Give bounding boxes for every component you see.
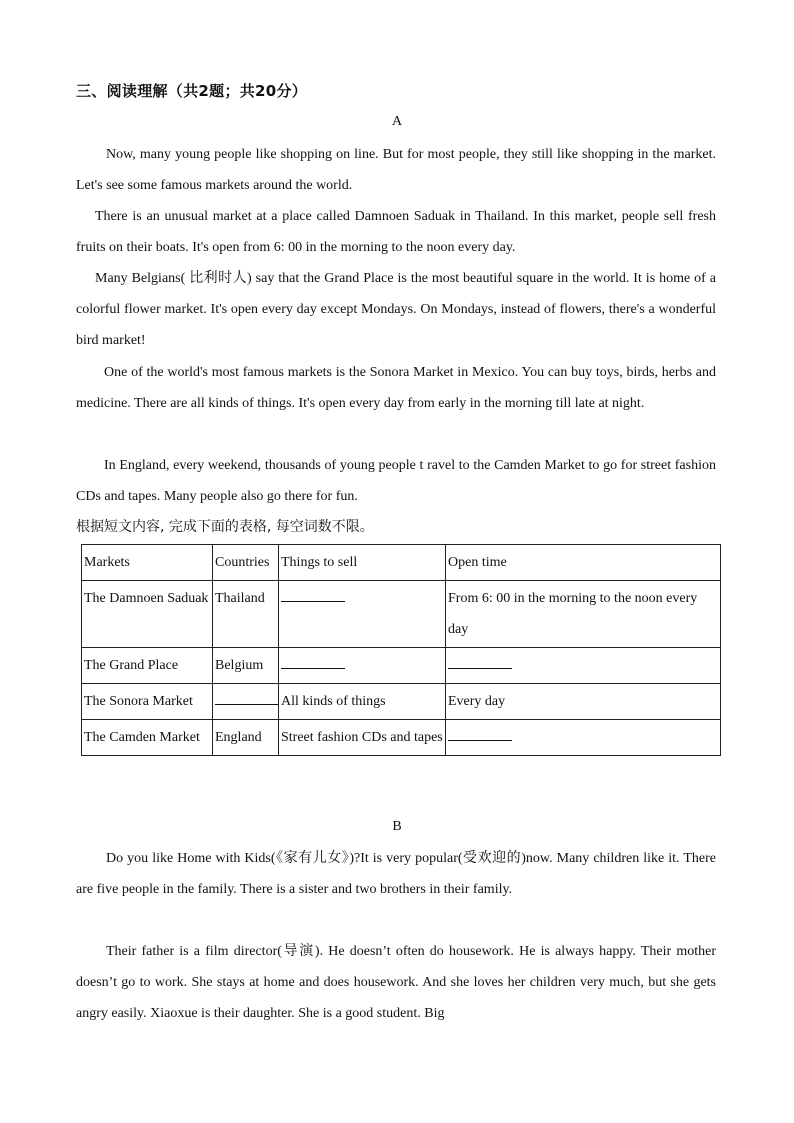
cell-things: All kinds of things bbox=[279, 684, 446, 720]
cell-country: Thailand bbox=[213, 581, 279, 648]
table-row bbox=[82, 684, 721, 720]
header-open-time: Open time bbox=[446, 545, 721, 581]
cell-open-time: From 6: 00 in the morning to the noon every day bbox=[446, 581, 721, 648]
passage-a-paragraph-2: There is an unusual market at a place called Damnoen Saduak in Thailand. In this market, people sell fresh fruits on their boats. It's open from 6: 00 in the morning to the noon every day. bbox=[76, 209, 716, 256]
table-row bbox=[82, 720, 721, 756]
markets-table bbox=[81, 544, 721, 756]
answer-blank[interactable] bbox=[215, 686, 279, 705]
passage-a-label: A bbox=[391, 114, 403, 129]
cell-market: The Sonora Market bbox=[82, 684, 213, 720]
cell-market: The Grand Place bbox=[82, 648, 213, 684]
answer-blank[interactable] bbox=[281, 583, 345, 602]
cell-market: The Damnoen Saduak bbox=[82, 581, 213, 648]
answer-blank[interactable] bbox=[281, 650, 345, 669]
header-things-to-sell: Things to sell bbox=[279, 545, 446, 581]
table-instruction: 根据短文内容, 完成下面的表格, 每空词数不限。 bbox=[76, 519, 374, 535]
passage-a-paragraph-3: Many Belgians( 比利时人) say that the Grand Place is the most beautiful square in the world. It is home of a colorful flower market. It's open every day except Mondays. On Mondays, instead of flowers, there's a wonderful bird market! bbox=[76, 271, 716, 349]
passage-b-label: B bbox=[392, 819, 402, 834]
cell-things bbox=[279, 581, 446, 648]
cell-open-time: Every day bbox=[446, 684, 721, 720]
table-row bbox=[82, 648, 721, 684]
cell-open-time bbox=[446, 720, 721, 756]
cell-open-time bbox=[446, 648, 721, 684]
cell-things bbox=[279, 648, 446, 684]
cell-country bbox=[213, 684, 279, 720]
passage-a-paragraph-4: One of the world's most famous markets is the Sonora Market in Mexico. You can buy toys, birds, herbs and medicine. There are all kinds of things. It's open every day from early in the morning till late at night. bbox=[76, 365, 716, 412]
table-header-row bbox=[82, 545, 721, 581]
cell-things: Street fashion CDs and tapes bbox=[279, 720, 446, 756]
header-countries: Countries bbox=[213, 545, 279, 581]
header-markets: Markets bbox=[82, 545, 213, 581]
passage-b-paragraph-2: Their father is a film director(导演). He doesn’t often do housework. He is always happy. Their mother doesn’t go to work. She stays at home and does housework. And she loves her children very much, but she gets angry easily. Xiaoxue is their daughter. She is a good student. Big bbox=[76, 944, 716, 1022]
cell-market: The Camden Market bbox=[82, 720, 213, 756]
table-row bbox=[82, 581, 721, 648]
answer-blank[interactable] bbox=[448, 650, 512, 669]
passage-a-paragraph-1: Now, many young people like shopping on line. But for most people, they still like shopping in the market. Let's see some famous markets around the world. bbox=[76, 147, 716, 194]
passage-a-paragraph-5: In England, every weekend, thousands of young people t ravel to the Camden Market to go for street fashion CDs and tapes. Many people also go there for fun. bbox=[76, 458, 716, 505]
section-title: 三、阅读理解（共2题；共20分） bbox=[76, 82, 308, 100]
cell-country: Belgium bbox=[213, 648, 279, 684]
cell-country: England bbox=[213, 720, 279, 756]
passage-b-paragraph-1: Do you like Home with Kids(《家有儿女》)?It is very popular(受欢迎的)now. Many children like it. There are five people in the family. There is a sister and two brothers in their family. bbox=[76, 851, 716, 898]
answer-blank[interactable] bbox=[448, 722, 512, 741]
